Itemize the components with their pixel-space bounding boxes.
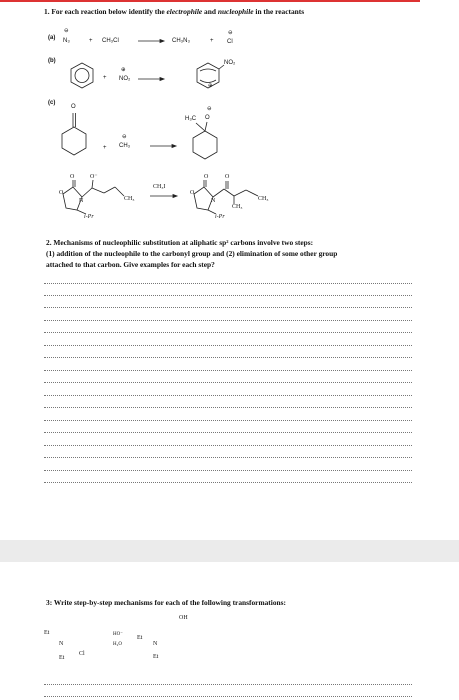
answer-line[interactable] [44, 420, 412, 421]
answer-line[interactable] [44, 295, 412, 296]
reaction-c-label: (c) [48, 100, 56, 106]
answer-line[interactable] [44, 395, 412, 396]
oxazolidinone-ring [63, 187, 82, 210]
product-carbonyl-oxygen: O [204, 174, 209, 180]
arrow-head [173, 195, 177, 198]
answer-line[interactable] [44, 332, 412, 333]
methyl-anion-charge: ⊖ [122, 134, 127, 140]
methyl-azide-product: CH₃N₃ [172, 38, 190, 44]
alkoxide-ring [193, 131, 217, 159]
product-nitrogen: N [153, 641, 158, 647]
isopropyl-group: i-Pr [84, 214, 94, 220]
nitro-substituent: NO₂ [224, 60, 236, 66]
enolate-oxygen: O⁻ [90, 174, 98, 180]
arenium-ring [197, 63, 219, 88]
hydroxyl-group: OH [179, 615, 188, 621]
answer-line[interactable] [44, 283, 412, 284]
water-solvent: H₂O [113, 642, 122, 647]
ethyl-label: Et [59, 655, 65, 661]
methyl-chloride: CH₃Cl [102, 38, 119, 44]
arrow-head [172, 145, 176, 148]
chloride-charge: ⊖ [228, 30, 233, 36]
product-methyl: H₃C [185, 116, 197, 122]
question-1-title: 1. For each reaction below identify the electrophile and nucleophile in the reactants [44, 7, 305, 16]
question-2-line-2: (1) addition of the nucleophile to the carbonyl group and (2) elimination of some other group [46, 249, 338, 258]
answer-line[interactable] [44, 320, 412, 321]
answer-line[interactable] [44, 445, 412, 446]
chloro-substituent: Cl [79, 651, 85, 657]
product-ring-oxygen: O [190, 190, 195, 196]
answer-line[interactable] [44, 457, 412, 458]
benzene-ring [71, 63, 93, 88]
ethyl-label: Et [137, 635, 143, 641]
reaction-a-label: (a) [48, 35, 56, 41]
ketone-oxygen: O [71, 104, 76, 110]
product-chain-methyl: CH₃ [258, 196, 269, 202]
methyl-anion-reactant: CH₃ [119, 143, 131, 149]
cyclohexanone-ring [62, 127, 86, 155]
methyl-group: CH₃ [124, 196, 135, 202]
answer-line[interactable] [44, 407, 412, 408]
nitrogen-atom: N [79, 198, 84, 204]
answer-line[interactable] [44, 696, 412, 697]
azide-charge: ⊖ [64, 28, 69, 34]
answer-line[interactable] [44, 357, 412, 358]
ethyl-label: Et [44, 630, 50, 636]
oxazolidinone-oxygen: O [59, 190, 64, 196]
alkoxide-oxygen: O [205, 115, 210, 121]
arenium-charge: ⊕ [208, 83, 213, 89]
product-alpha-methyl: CH₃ [232, 204, 243, 210]
aromatic-circle [75, 69, 89, 83]
methyl-iodide-reagent: CH₃I [153, 184, 166, 190]
answer-line[interactable] [44, 370, 412, 371]
product-acyl-oxygen: O [225, 174, 230, 180]
amine-nitrogen: N [59, 641, 64, 647]
product-isopropyl: i-Pr [215, 214, 225, 220]
arenium-pi-arc [200, 69, 216, 71]
answer-line[interactable] [44, 307, 412, 308]
plus-sign: + [89, 38, 93, 44]
arrow-head [160, 78, 164, 81]
answer-line[interactable] [44, 470, 412, 471]
chloride-product: Cl [227, 39, 233, 45]
worksheet-page-2 [0, 562, 459, 700]
answer-line[interactable] [44, 482, 412, 483]
reaction-b-label: (b) [48, 58, 56, 64]
arrow-head [160, 40, 164, 43]
alkoxide-charge: ⊖ [207, 106, 212, 112]
product-nitrogen: N [211, 198, 216, 204]
question-2-line-1: 2. Mechanisms of nucleophilic substitution at aliphatic sp² carbons involve two steps: [46, 238, 314, 247]
plus-sign: + [103, 145, 107, 151]
product-oxazolidinone-ring [194, 187, 216, 210]
nitronium-reactant: NO₂ [119, 76, 131, 82]
carbonyl-oxygen: O [70, 174, 75, 180]
answer-line[interactable] [44, 382, 412, 383]
nitro-bond [219, 65, 224, 69]
question-3-title: 3: Write step-by-step mechanisms for each of the following transformations: [46, 598, 286, 607]
ethyl-label: Et [153, 654, 159, 660]
question-2-line-3: attached to that carbon. Give examples for each step? [46, 260, 215, 269]
answer-line[interactable] [44, 432, 412, 433]
plus-sign: + [103, 75, 107, 81]
answer-line[interactable] [44, 684, 412, 685]
hydroxide-reagent: HO⁻ [113, 632, 123, 637]
answer-line[interactable] [44, 345, 412, 346]
plus-sign: + [210, 38, 214, 44]
azide-reactant: N₃ [63, 38, 70, 44]
nitronium-charge: ⊕ [121, 67, 126, 73]
